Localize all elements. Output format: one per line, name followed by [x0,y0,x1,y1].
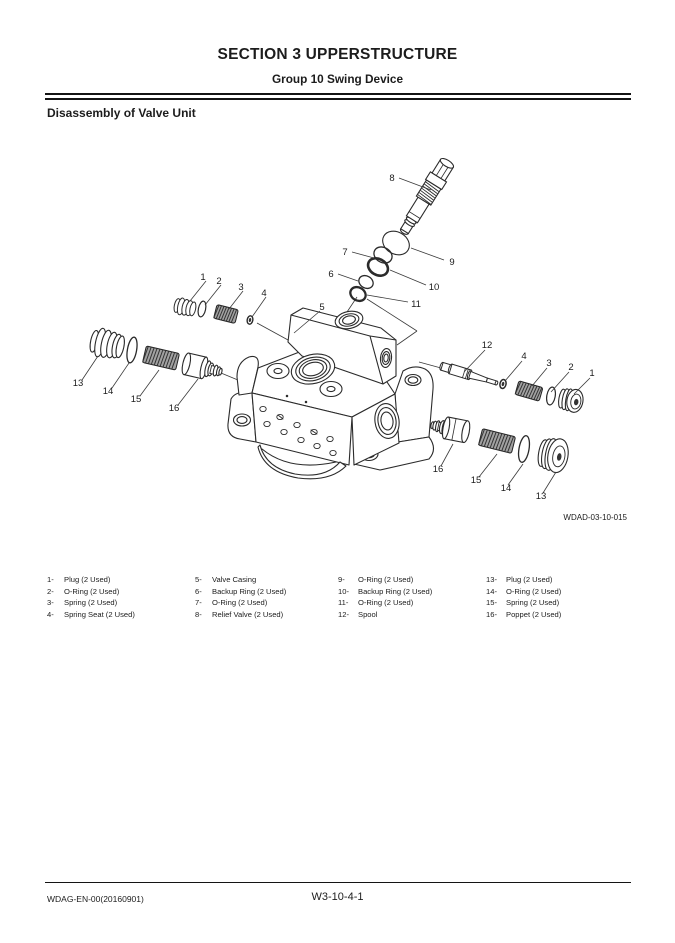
part-number: 14- [486,586,497,596]
part-plug-lower-left [88,326,127,361]
callout-4-upper-left: 4 [261,288,267,299]
part-oring-right [545,386,556,405]
parts-list-item [338,609,432,621]
callout-4-right: 4 [521,351,527,362]
part-name: Valve Casing [212,575,257,584]
part-name: Backup Ring (2 Used) [212,586,287,596]
parts-list-item [47,586,135,598]
callout-3-upper-left: 3 [238,282,244,293]
part-name: O-Ring (2 Used) [506,586,562,596]
callout-12: 12 [481,340,493,351]
parts-list-item [338,597,432,609]
part-spool [439,361,499,388]
part-name: Spring (2 Used) [506,598,560,608]
part-number: 8- [195,609,202,619]
parts-list-column-3 [338,574,432,620]
parts-list-item [486,597,561,609]
parts-list-item [486,586,561,598]
part-oring-lower-right [517,435,532,463]
parts-list-item [47,574,135,586]
callout-8: 8 [389,173,395,184]
part-spring-right [515,381,543,401]
group-title: Group 10 Swing Device [271,72,404,86]
callout-2-upper-left: 2 [216,276,222,287]
exploded-view-diagram [0,140,675,540]
part-number: 10- [338,586,349,596]
part-name: Plug (2 Used) [506,575,553,584]
part-plug-upper-left [173,297,198,318]
page-heading: Disassembly of Valve Unit [47,106,196,120]
part-poppet-lower-right [429,414,471,443]
parts-list-column-2 [195,574,286,620]
callout-14-left: 14 [102,386,114,397]
parts-list-item [486,609,561,621]
parts-list-item [338,586,432,598]
footer-rule [45,882,631,883]
part-oring-lower-left [125,336,139,363]
part-name: Plug (2 Used) [64,575,111,584]
part-relief-valve [395,156,457,239]
callout-1-right: 1 [589,368,595,379]
footer-page-number: W3-10-4-1 [311,891,364,903]
part-number: 16- [486,609,497,619]
callout-10: 10 [428,282,440,293]
part-number: 12- [338,609,349,619]
callout-13-left: 13 [72,378,84,389]
part-name: Spool [358,609,378,619]
part-number: 7- [195,598,202,608]
part-name: O-Ring (2 Used) [212,598,268,608]
part-number: 9- [338,575,345,584]
parts-list-item [47,597,135,609]
part-number: 4- [47,609,54,619]
part-name: O-Ring (2 Used) [358,598,414,608]
part-rings-under-relief-valve [348,226,414,303]
header-double-rule [45,93,631,100]
callout-6: 6 [328,269,334,280]
figure-code: WDAD-03-10-015 [563,513,627,522]
part-spring-lower-left [143,346,180,370]
part-name: Backup Ring (2 Used) [358,586,433,596]
callout-15-left: 15 [130,394,142,405]
part-spring-upper-left [214,305,239,324]
callout-13-right: 13 [535,491,547,502]
part-number: 5- [195,575,202,584]
part-number: 15- [486,598,497,608]
part-number: 11- [338,598,349,608]
parts-list-column-1 [47,574,135,620]
part-poppet-lower-left [180,352,224,382]
part-name: O-Ring (2 Used) [358,575,414,584]
callout-1-upper-left: 1 [200,272,206,283]
part-name: Poppet (2 Used) [506,609,562,619]
callout-2-right: 2 [568,362,574,373]
callout-11: 11 [411,299,421,310]
footer-document-code: WDAG-EN-00(20160901) [47,894,144,904]
part-name: O-Ring (2 Used) [64,586,120,596]
part-plug-right [557,387,585,414]
part-number: 13- [486,575,497,584]
callout-7: 7 [342,247,348,258]
callout-9: 9 [449,257,455,268]
part-number: 6- [195,586,202,596]
callout-16-right: 16 [432,464,444,475]
part-number: 1- [47,575,54,584]
callout-15-right: 15 [470,475,482,486]
part-spring-lower-right [478,429,515,454]
parts-list-item [195,609,286,621]
section-title: SECTION 3 UPPERSTRUCTURE [217,46,458,63]
part-number: 3- [47,598,54,608]
part-name: Relief Valve (2 Used) [212,609,284,619]
callout-5: 5 [319,302,325,313]
parts-list-item [338,574,432,586]
callout-14-right: 14 [500,483,512,494]
part-valve-casing [228,308,434,479]
parts-list-item [195,597,286,609]
part-name: Spring (2 Used) [64,598,118,608]
parts-list-item [195,574,286,586]
part-name: Spring Seat (2 Used) [64,609,135,619]
part-number: 2- [47,586,54,596]
parts-list-item [486,574,561,586]
parts-list-item [195,586,286,598]
part-plug-lower-right [536,436,571,475]
parts-list-column-4 [486,574,561,620]
callout-3-right: 3 [546,358,552,369]
callout-16-left: 16 [168,403,180,414]
part-oring-upper-left [197,300,207,317]
parts-list-item [47,609,135,621]
